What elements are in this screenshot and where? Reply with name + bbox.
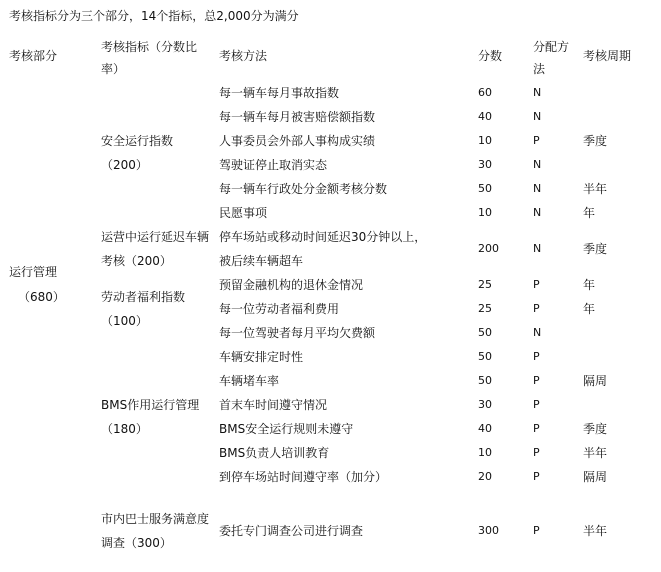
- method-cell: 车辆安排定时性: [219, 350, 304, 364]
- score-cell: 300: [478, 524, 499, 537]
- score-cell: 50: [478, 374, 492, 387]
- score-cell: 10: [478, 206, 492, 219]
- score-cell: 30: [478, 158, 492, 171]
- header-score: 分数: [478, 49, 503, 63]
- method-cell: 每一辆车每月被害赔偿额指数: [219, 110, 376, 124]
- method-cell: BMS负责人培训教育: [219, 446, 330, 460]
- indicator-score: （200）: [101, 158, 148, 172]
- distribution-cell: N: [533, 242, 542, 255]
- distribution-cell: N: [533, 158, 542, 171]
- score-cell: 50: [478, 182, 492, 195]
- header-indicator-line2: 率）: [101, 62, 126, 76]
- distribution-cell: P: [533, 278, 540, 291]
- method-cell: 人事委员会外部人事构成实绩: [219, 134, 376, 148]
- distribution-cell: P: [533, 374, 540, 387]
- method-cell: 预留金融机构的退休金情况: [219, 278, 364, 292]
- indicator-name: 劳动者福利指数: [101, 290, 186, 304]
- score-cell: 10: [478, 134, 492, 147]
- score-cell: 25: [478, 278, 492, 291]
- header-distribution-line2: 法: [533, 62, 546, 76]
- method-cell: 每一位驾驶者每月平均欠费额: [219, 326, 376, 340]
- indicator-score: （180）: [101, 422, 148, 436]
- cycle-cell: 隔周: [583, 470, 608, 484]
- distribution-cell: P: [533, 422, 540, 435]
- method-cell: 每一辆车每月事故指数: [219, 86, 340, 100]
- score-cell: 50: [478, 326, 492, 339]
- indicator-score: （100）: [101, 314, 148, 328]
- indicator-score: 调查（300）: [101, 536, 172, 550]
- distribution-cell: N: [533, 86, 542, 99]
- method-cell: 每一位劳动者福利费用: [219, 302, 340, 316]
- header-method: 考核方法: [219, 49, 268, 63]
- score-cell: 50: [478, 350, 492, 363]
- method-cell: 首末车时间遵守情况: [219, 398, 328, 412]
- score-cell: 10: [478, 446, 492, 459]
- header-cycle: 考核周期: [583, 49, 632, 63]
- cycle-cell: 年: [583, 206, 596, 220]
- score-cell: 25: [478, 302, 492, 315]
- header-indicator-line1: 考核指标（分数比: [101, 40, 198, 54]
- cycle-cell: 隔周: [583, 374, 608, 388]
- method-cell-continued: 被后续车辆超车: [219, 254, 304, 268]
- cycle-cell: 年: [583, 278, 596, 292]
- distribution-cell: N: [533, 110, 542, 123]
- indicator-name: 安全运行指数: [101, 134, 174, 148]
- method-cell: BMS安全运行规则未遵守: [219, 422, 354, 436]
- distribution-cell: P: [533, 302, 540, 315]
- distribution-cell: P: [533, 398, 540, 411]
- distribution-cell: N: [533, 206, 542, 219]
- method-cell: 民愿事项: [219, 206, 268, 220]
- method-cell: 每一辆车行政处分金额考核分数: [219, 182, 388, 196]
- distribution-cell: N: [533, 326, 542, 339]
- distribution-cell: N: [533, 182, 542, 195]
- score-cell: 200: [478, 242, 499, 255]
- cycle-cell: 半年: [583, 524, 608, 538]
- score-cell: 60: [478, 86, 492, 99]
- indicator-name: 运营中运行延迟车辆: [101, 230, 210, 244]
- method-cell: 停车场站或移动时间延迟30分钟以上，: [219, 230, 427, 244]
- document-title: 考核指标分为三个部分，14个指标，总2,000分为满分: [9, 9, 299, 23]
- method-cell: 到停车场站时间遵守率（加分）: [219, 470, 388, 484]
- method-cell: 车辆堵车率: [219, 374, 280, 388]
- header-part: 考核部分: [9, 49, 58, 63]
- method-cell: 驾驶证停止取消实态: [219, 158, 328, 172]
- part-score: （680）: [18, 290, 65, 304]
- distribution-cell: P: [533, 350, 540, 363]
- cycle-cell: 半年: [583, 446, 608, 460]
- score-cell: 20: [478, 470, 492, 483]
- cycle-cell: 年: [583, 302, 596, 316]
- indicator-score: 考核（200）: [101, 254, 172, 268]
- distribution-cell: P: [533, 524, 540, 537]
- score-cell: 40: [478, 110, 492, 123]
- distribution-cell: P: [533, 446, 540, 459]
- part-name: 运行管理: [9, 265, 58, 279]
- cycle-cell: 季度: [583, 242, 608, 256]
- header-distribution-line1: 分配方: [533, 40, 570, 54]
- distribution-cell: P: [533, 134, 540, 147]
- method-cell: 委托专门调查公司进行调查: [219, 524, 364, 538]
- cycle-cell: 季度: [583, 134, 608, 148]
- score-cell: 40: [478, 422, 492, 435]
- score-cell: 30: [478, 398, 492, 411]
- cycle-cell: 半年: [583, 182, 608, 196]
- indicator-name: 市内巴士服务满意度: [101, 512, 210, 526]
- cycle-cell: 季度: [583, 422, 608, 436]
- distribution-cell: P: [533, 470, 540, 483]
- indicator-name: BMS作用运行管理: [101, 398, 200, 412]
